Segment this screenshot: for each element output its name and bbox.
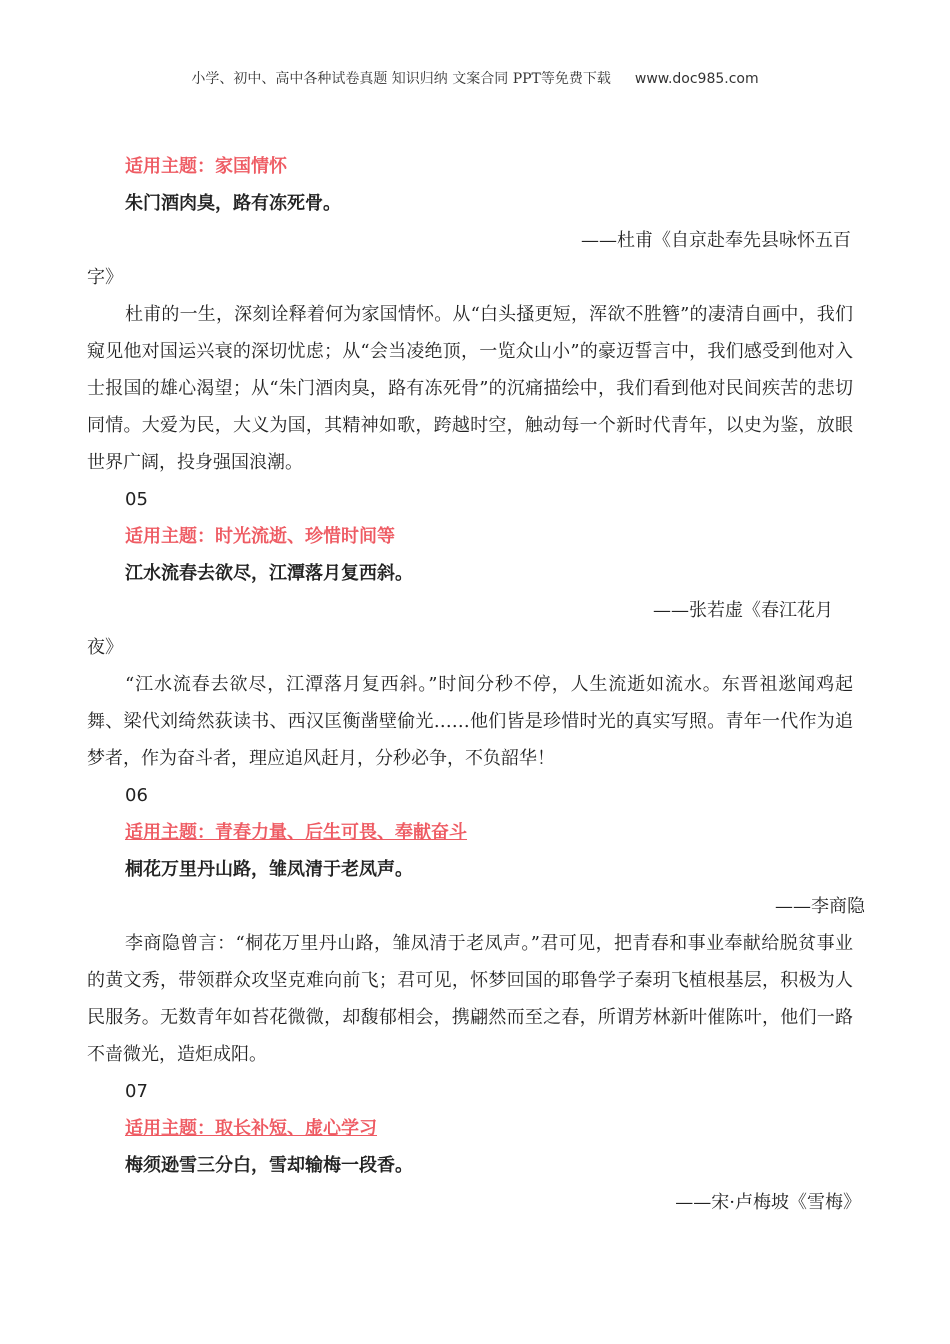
topic-heading [87,1110,853,1147]
section-number: 05 [125,489,148,510]
topic-heading: 适用主题：家国情怀 [125,156,287,177]
attribution: ——李商隐 [775,896,865,917]
attribution: ——宋·卢梅坡《雪梅》 [675,1192,861,1213]
attribution-cont: 夜》 [87,637,123,658]
header-url[interactable]: www.doc985.com [634,71,759,87]
attribution-cont: 字》 [87,267,123,288]
header-text: 小学、初中、高中各种试卷真题 知识归纳 文案合同 PPT等免费下载 [191,71,611,87]
topic-heading-text: 适用主题：取长补短、虚心学习 [125,1118,377,1139]
quote: 江水流春去欲尽，江潭落月复西斜。 [125,563,413,584]
commentary: “江水流春去欲尽，江潭落月复西斜。”时间分秒不停，人生流逝如流水。东晋祖逖闻鸡起舞、梁代刘绮然荻读书、西汉匡衡凿壁偷光……他们皆是珍惜时光的真实写照。青年一代作为追梦者，作为奋斗者，理应追风赶月，分秒必争，不负韶华！ [87,674,853,769]
attribution: ——杜甫《自京赴奉先县咏怀五百 [581,230,851,251]
attribution: ——张若虚《春江花月 [653,600,833,621]
topic-heading [87,814,853,851]
section-number: 07 [125,1081,148,1102]
topic-heading-text: 适用主题：青春力量、后生可畏、奉献奋斗 [125,822,467,843]
quote: 朱门酒肉臭，路有冻死骨。 [125,193,341,214]
commentary: 李商隐曾言：“桐花万里丹山路，雏凤清于老凤声。”君可见，把青春和事业奉献给脱贫事业的黄文秀，带领群众攻坚克难向前飞；君可见，怀梦回国的耶鲁学子秦玥飞植根基层，积极为人民服务。无数青年如苔花微微，却馥郁相会，携翩然而至之春，所谓芳林新叶催陈叶，他们一路不啬微光，造炬成阳。 [87,933,853,1065]
quote: 梅须逊雪三分白，雪却输梅一段香。 [125,1155,413,1176]
topic-heading: 适用主题：时光流逝、珍惜时间等 [125,526,395,547]
commentary: 杜甫的一生，深刻诠释着何为家国情怀。从“白头搔更短，浑欲不胜簪”的凄清自画中，我们窥见他对国运兴衰的深切忧虑；从“会当凌绝顶，一览众山小”的豪迈誓言中，我们感受到他对入士报国的雄心渴望；从“朱门酒肉臭，路有冻死骨”的沉痛描绘中，我们看到他对民间疾苦的悲切同情。大爱为民，大义为国，其精神如歌，跨越时空，触动每一个新时代青年，以史为鉴，放眼世界广阔，投身强国浪潮。 [87,304,853,473]
quote: 桐花万里丹山路，雏凤清于老凤声。 [125,859,413,880]
document-content [87,148,865,1221]
page-header [0,68,950,88]
section-number: 06 [125,785,148,806]
